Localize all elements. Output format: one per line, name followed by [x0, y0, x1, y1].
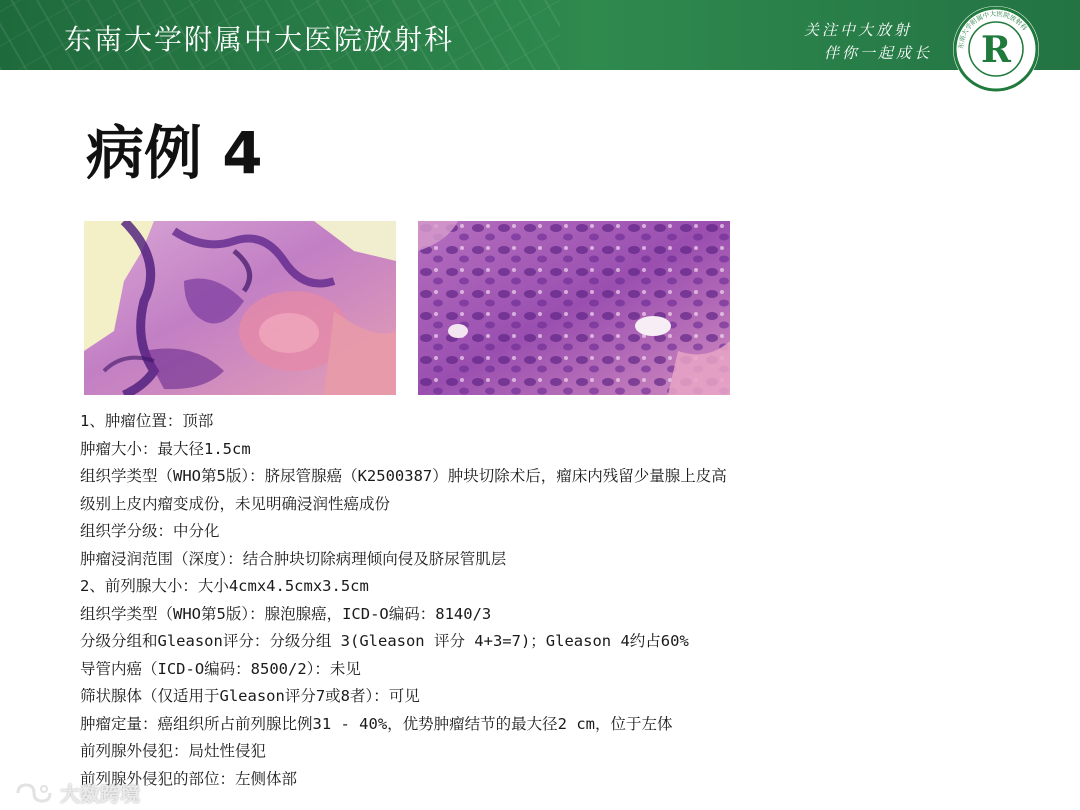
pathology-report	[80, 408, 1040, 793]
watermark-text: 大数跨境	[60, 782, 140, 806]
slogan-line-1: 关注中大放射	[804, 21, 913, 39]
header-banner	[0, 0, 1080, 70]
report-line: 肿瘤定量：癌组织所占前列腺比例31 - 40%，优势肿瘤结节的最大径2 cm，位于左体	[80, 714, 673, 733]
report-line: 筛状腺体（仅适用于Gleason评分7或8者）：可见	[80, 687, 420, 705]
slogan-line-2: 伴你一起成长	[824, 44, 933, 62]
report-line: 前列腺外侵犯：局灶性侵犯	[80, 742, 267, 760]
report-line: 级别上皮内瘤变成份，未见明确浸润性癌成份	[80, 494, 391, 513]
report-line: 组织学分级：中分化	[80, 522, 220, 540]
watermark	[14, 778, 140, 807]
report-line: 1、肿瘤位置：顶部	[80, 412, 214, 430]
report-line: 分级分组和Gleason评分：分级分组 3(Gleason 评分 4+3=7)；Gleason 4约占60%	[80, 632, 689, 650]
slide-title: 病例 4	[86, 119, 263, 187]
histology-image-left	[84, 221, 396, 395]
report-line: 2、前列腺大小：大小4cmx4.5cmx3.5cm	[80, 577, 369, 595]
report-line: 肿瘤浸润范围（深度）：结合肿块切除病理倾向侵及脐尿管肌层	[80, 549, 507, 568]
watermark-logo-icon	[14, 781, 54, 805]
report-line: 组织学类型（WHO第5版）：腺泡腺癌，ICD-O编码：8140/3	[80, 604, 492, 623]
histology-image-right	[418, 221, 730, 395]
logo-ring-text: 东南大学附属中大医院放射科	[956, 9, 1029, 50]
hospital-logo-icon	[950, 5, 1042, 93]
report-line: 组织学类型（WHO第5版）：脐尿管腺癌（K2500387）肿块切除术后，瘤床内残留少量腺上皮高	[80, 467, 727, 485]
report-line: 前列腺外侵犯的部位：左侧体部	[80, 769, 298, 788]
report-line: 肿瘤大小：最大径1.5cm	[80, 439, 251, 458]
logo-letter: R	[981, 29, 1011, 71]
institution-title: 东南大学附属中大医院放射科	[64, 23, 455, 56]
report-line: 导管内癌（ICD-O编码：8500/2）：未见	[80, 659, 361, 678]
